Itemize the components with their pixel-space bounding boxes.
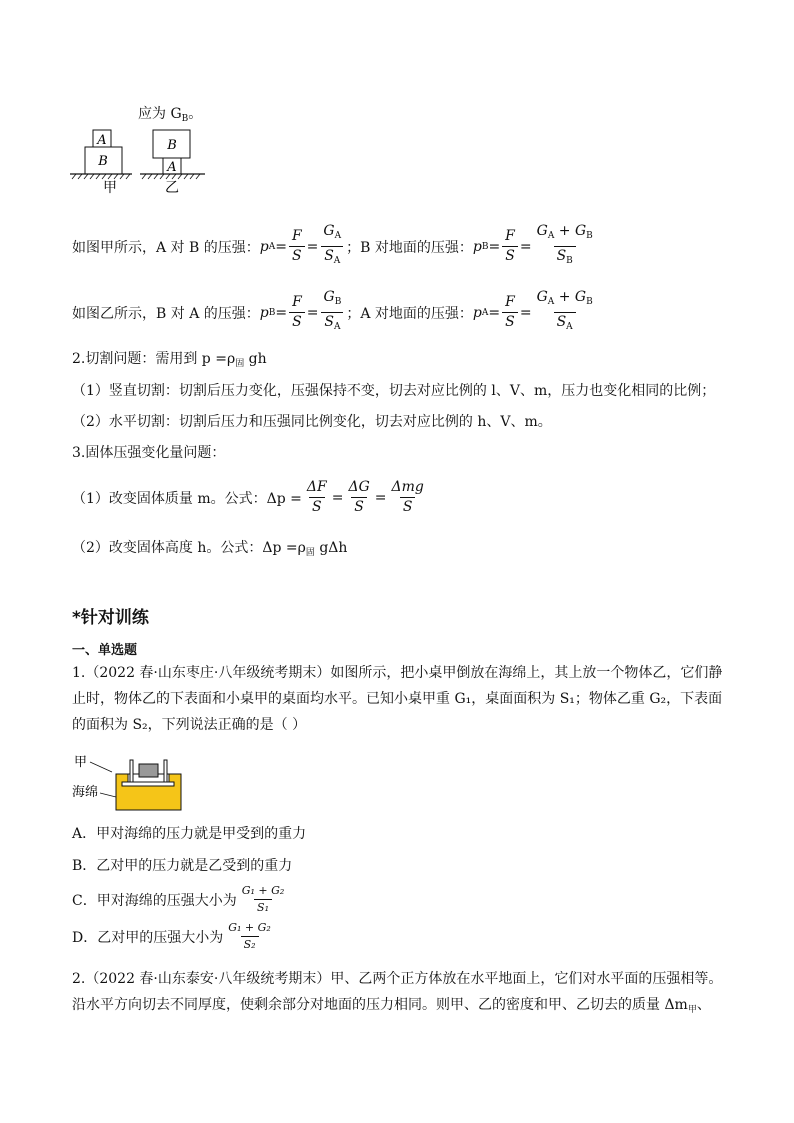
delta-title: 3.固体压强变化量问题： bbox=[72, 445, 226, 461]
block-a-label: A bbox=[97, 133, 107, 148]
option-b[interactable]: B．乙对甲的压力就是乙受到的重力 bbox=[72, 858, 293, 874]
figure-label-yi: 乙 bbox=[165, 180, 179, 196]
cut-title: 2.切割问题：需用到 $p =\rho_固$ gh bbox=[72, 351, 267, 369]
pressure-formula-jia: 如图甲所示，A 对 B 的压强： p A = $\frac{F}{S}$ = $\frac{G_A}{S_A}$ ；B 对地面的压强： p B = $\frac{F}{S}$ = $\frac{G_A + G_B}{S_B}$ bbox=[72, 224, 598, 269]
option-d[interactable]: D．乙对甲的压强大小为 $\frac{\text{G₁ + G₂}}{\text{S₂}}$ bbox=[72, 921, 271, 951]
option-a[interactable]: A．甲对海绵的压力就是甲受到的重力 bbox=[72, 826, 307, 842]
top-note: 应为 $G_B$。 bbox=[138, 106, 203, 124]
option-c[interactable]: C．甲对海绵的压强大小为 $\frac{\text{G₁ + G₂}}{\text{S₁}}$ bbox=[72, 884, 285, 914]
figure-label-jia: 甲 bbox=[103, 180, 117, 196]
delta-height-formula: （2）改变固体高度 h。公式：$\Delta p =\rho_固$ gΔh bbox=[72, 540, 348, 558]
sponge-table-figure bbox=[72, 752, 187, 812]
block-b2-label: B bbox=[167, 138, 177, 153]
section-title: *针对训练 bbox=[72, 608, 149, 628]
fig-label-sponge: 海绵 bbox=[72, 785, 99, 800]
delta-mass-formula: （1）改变固体质量 m。公式：Δp = $\frac{\Delta F}{S}$ = $\frac{\Delta G}{S}$ = $\frac{\text{Δmg}}{S}$ bbox=[72, 479, 424, 515]
question-2-text: 2.（2022 春·山东泰安·八年级统考期末）甲、乙两个正方体放在水平地面上，它们对水平面的压强相等。沿水平方向切去不同厚度，使剩余部分对地面的压力相同。则甲、乙的密度和甲、乙切去的质量 $\Delta m_甲$、 bbox=[72, 971, 723, 1015]
cut-horizontal: （2）水平切割：切割后压力和压强同比例变化，切去对应比例的 h、V、m。 bbox=[72, 414, 552, 430]
cut-vertical: （1）竖直切割：切割后压力变化，压强保持不变，切去对应比例的 l、V、m，压力也变化相同的比例； bbox=[72, 383, 716, 399]
stacked-blocks-figure bbox=[70, 124, 215, 196]
fig-label-jia: 甲 bbox=[74, 755, 88, 770]
block-b-label: B bbox=[98, 154, 108, 169]
pressure-formula-yi: 如图乙所示，B 对 A 的压强： p B = $\frac{F}{S}$ = $\frac{G_B}{S_A}$ ；A 对地面的压强： p A = $\frac{F}{S}$ = $\frac{G_A + G_B}{S_A}$ bbox=[72, 290, 598, 335]
subsection-title: 一、单选题 bbox=[72, 643, 138, 658]
question-1-text: 1.（2022 春·山东枣庄·八年级统考期末）如图所示，把小桌甲倒放在海绵上，其上放一个物体乙，它们静止时，物体乙的下表面和小桌甲的桌面均水平。已知小桌甲重 G₁，桌面面积为 S₁；物体乙重 G₂，下表面的面积为 S₂，下列说法正确的是（ ） bbox=[72, 665, 723, 733]
block-a2-label: A bbox=[167, 160, 177, 175]
